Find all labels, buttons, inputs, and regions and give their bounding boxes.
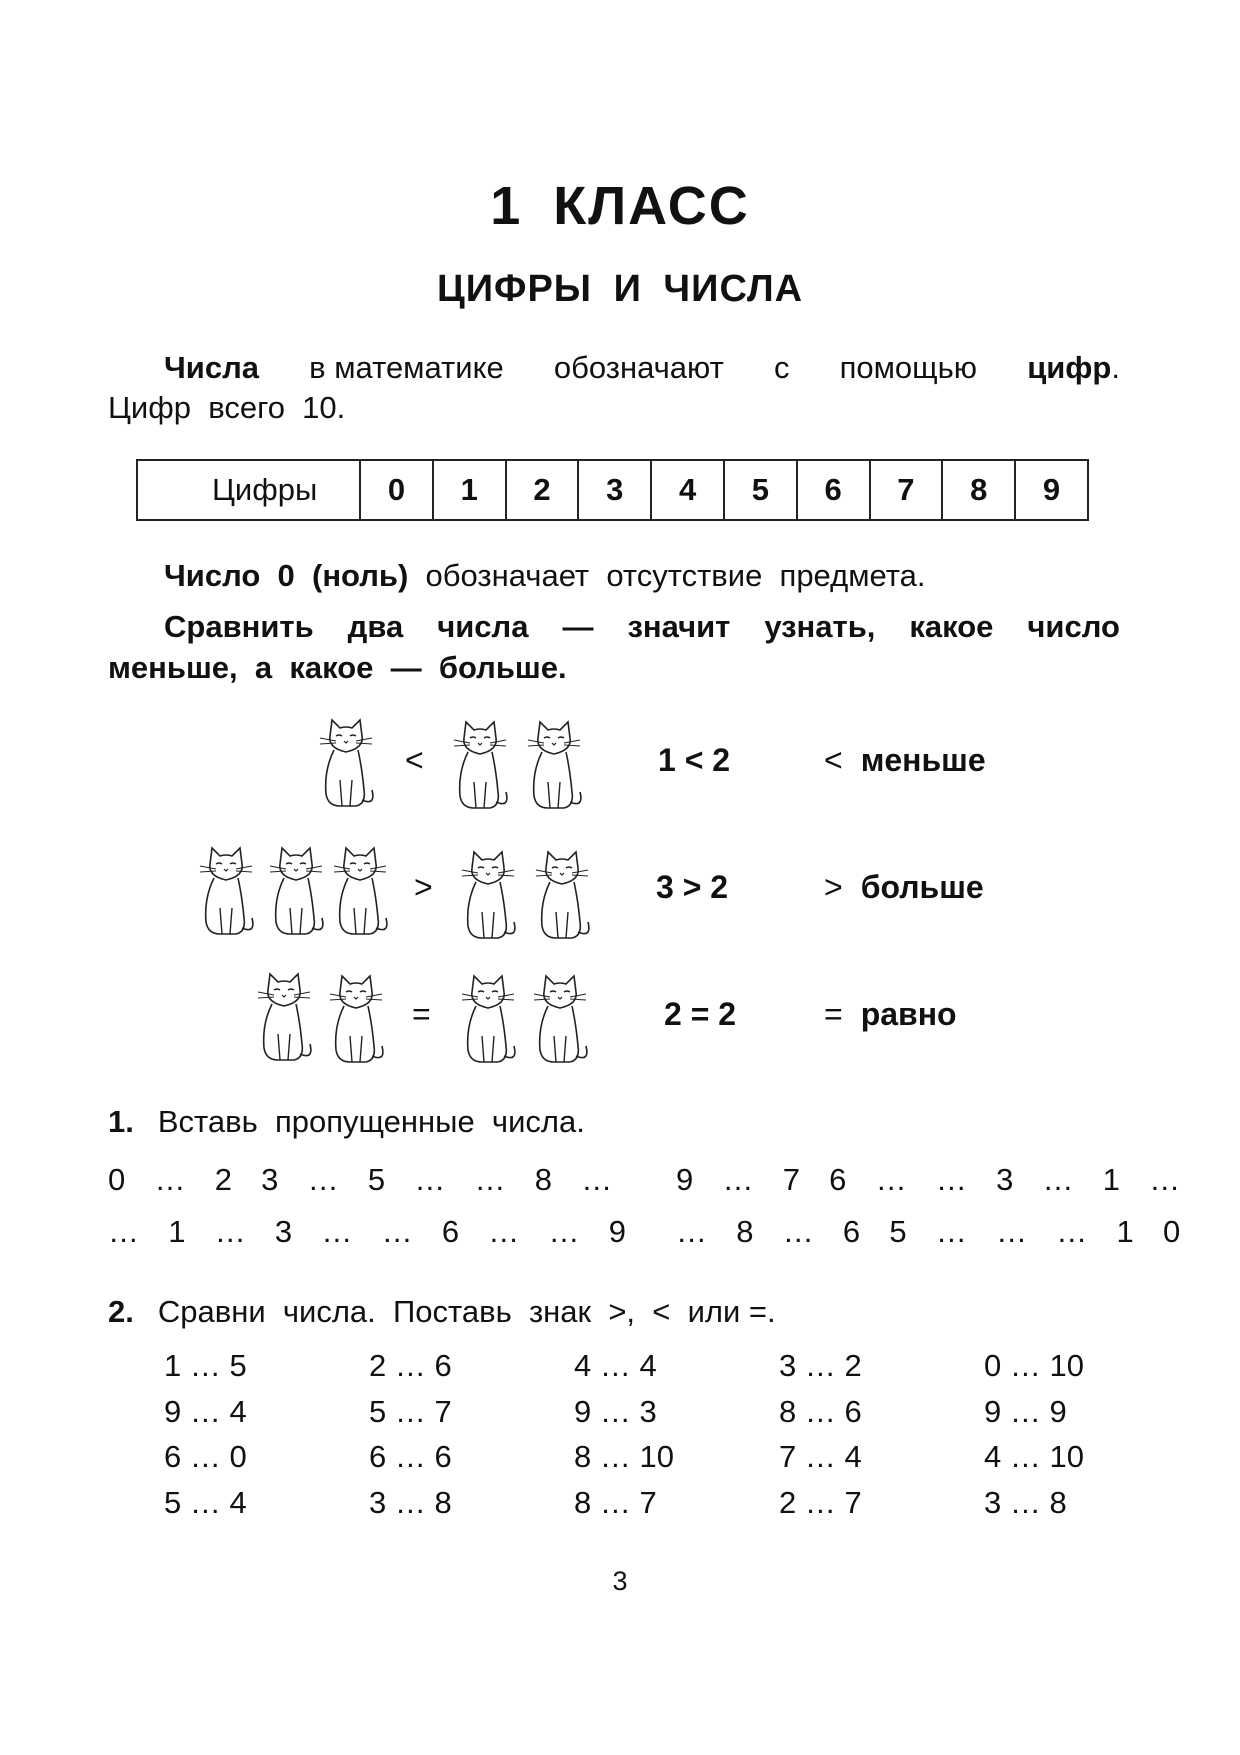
exercise-text: Сравни числа. Поставь знак >, < или =. <box>157 1294 776 1329</box>
comparison-sign: > <box>414 869 433 905</box>
meaning-word: больше <box>860 869 984 905</box>
digit-cell: 4 <box>651 460 724 520</box>
grid-cell: 3 … 8 <box>984 1485 1067 1520</box>
grid-cell: 7 … 4 <box>779 1439 862 1474</box>
page-number: 3 <box>612 1566 628 1596</box>
cat-icon <box>458 970 518 1070</box>
section-title: ЦИФРЫ И ЧИСЛА <box>436 268 804 310</box>
rule-word: какое <box>909 609 994 644</box>
zero-note-bold: Число 0 (ноль) <box>164 558 409 593</box>
rule-word: — <box>562 609 594 644</box>
exercise-number: 2. <box>108 1294 134 1329</box>
digit-cell: 8 <box>942 460 1015 520</box>
rule-word: два <box>347 609 404 644</box>
compare-rule-line-2: меньше, а какое — больше. <box>108 650 567 685</box>
grid-cell: 5 … 4 <box>164 1485 247 1520</box>
cat-icon <box>326 970 386 1070</box>
digits-table-header: Цифры <box>137 460 360 520</box>
digits-table-row <box>137 460 1088 520</box>
cat-icon <box>330 842 390 942</box>
grid-cell: 4 … 10 <box>984 1439 1084 1474</box>
intro-line-1 <box>164 350 1120 386</box>
digit-cell: 2 <box>506 460 579 520</box>
grid-cell: 9 … 4 <box>164 1394 247 1429</box>
cat-icon <box>524 716 584 816</box>
digit-cell: 3 <box>578 460 651 520</box>
meaning-word: равно <box>860 996 957 1032</box>
grid-cell: 6 … 0 <box>164 1439 247 1474</box>
exercise-2-heading <box>108 1294 776 1330</box>
cat-icon <box>530 970 590 1070</box>
sequence-row: … 8 … 6 5 … … … 1 0 <box>676 1214 1181 1249</box>
sequence-row: 9 … 7 6 … … 3 … 1 … <box>676 1162 1181 1197</box>
cat-icon <box>254 968 314 1068</box>
intro-word-digits <box>1027 350 1120 386</box>
grid-cell: 1 … 5 <box>164 1348 247 1383</box>
intro-word: помощью <box>839 350 978 385</box>
grid-cell: 8 … 6 <box>779 1394 862 1429</box>
grid-cell: 2 … 7 <box>779 1485 862 1520</box>
intro-line-2: Цифр всего 10. <box>108 390 346 425</box>
grid-cell: 0 … 10 <box>984 1348 1084 1383</box>
grid-cell: 4 … 4 <box>574 1348 657 1383</box>
intro-word: с <box>773 350 790 385</box>
digits-table <box>136 459 1089 521</box>
digit-cell: 7 <box>870 460 943 520</box>
rule-word: числа <box>437 609 529 644</box>
rule-word: узнать, <box>764 609 876 644</box>
comparison-meaning <box>824 869 984 906</box>
cat-icon <box>196 842 256 942</box>
exercise-number: 1. <box>108 1104 134 1139</box>
comparison-sign: < <box>405 742 424 778</box>
rule-word: число <box>1027 609 1120 644</box>
intro-word-digits-bold: цифр <box>1027 350 1112 385</box>
digit-cell: 6 <box>797 460 870 520</box>
zero-note <box>164 558 925 594</box>
cat-icon <box>266 842 326 942</box>
comparison-meaning <box>824 996 957 1033</box>
comparison-expression: 2 = 2 <box>664 996 737 1032</box>
grid-cell: 8 … 10 <box>574 1439 674 1474</box>
grid-cell: 2 … 6 <box>369 1348 452 1383</box>
meaning-symbol: = <box>824 996 843 1032</box>
meaning-symbol: > <box>824 869 843 905</box>
digit-cell: 0 <box>360 460 433 520</box>
digit-cell: 9 <box>1015 460 1088 520</box>
cat-icon <box>532 846 592 946</box>
compare-rule-line-1 <box>164 609 1120 645</box>
grid-cell: 5 … 7 <box>369 1394 452 1429</box>
intro-word: обозначают <box>553 350 724 385</box>
rule-word: Сравнить <box>164 609 314 644</box>
grid-cell: 6 … 6 <box>369 1439 452 1474</box>
intro-period: . <box>1111 350 1120 385</box>
comparison-meaning <box>824 742 986 779</box>
comparison-expression: 3 > 2 <box>656 869 729 905</box>
meaning-word: меньше <box>860 742 986 778</box>
intro-word-numbers: Числа <box>164 350 260 385</box>
rule-word: значит <box>627 609 731 644</box>
cat-icon <box>316 714 376 814</box>
intro-word: в математике <box>309 350 504 385</box>
grid-cell: 3 … 8 <box>369 1485 452 1520</box>
grid-cell: 9 … 9 <box>984 1394 1067 1429</box>
digit-cell: 1 <box>433 460 506 520</box>
meaning-symbol: < <box>824 742 843 778</box>
exercise-text: Вставь пропущенные числа. <box>157 1104 585 1139</box>
sequence-row: … 1 … 3 … … 6 … … 9 <box>108 1214 626 1249</box>
digit-cell: 5 <box>724 460 797 520</box>
sequence-row: 0 … 2 3 … 5 … … 8 … <box>108 1162 613 1197</box>
page-title: 1 КЛАСС <box>490 176 750 236</box>
cat-icon <box>458 846 518 946</box>
grid-cell: 9 … 3 <box>574 1394 657 1429</box>
zero-note-text: обозначает отсутствие предмета. <box>425 558 926 593</box>
grid-cell: 8 … 7 <box>574 1485 657 1520</box>
comparison-sign: = <box>412 996 431 1032</box>
exercise-1-heading <box>108 1104 585 1140</box>
grid-cell: 3 … 2 <box>779 1348 862 1383</box>
cat-icon <box>450 716 510 816</box>
comparison-expression: 1 < 2 <box>658 742 731 778</box>
